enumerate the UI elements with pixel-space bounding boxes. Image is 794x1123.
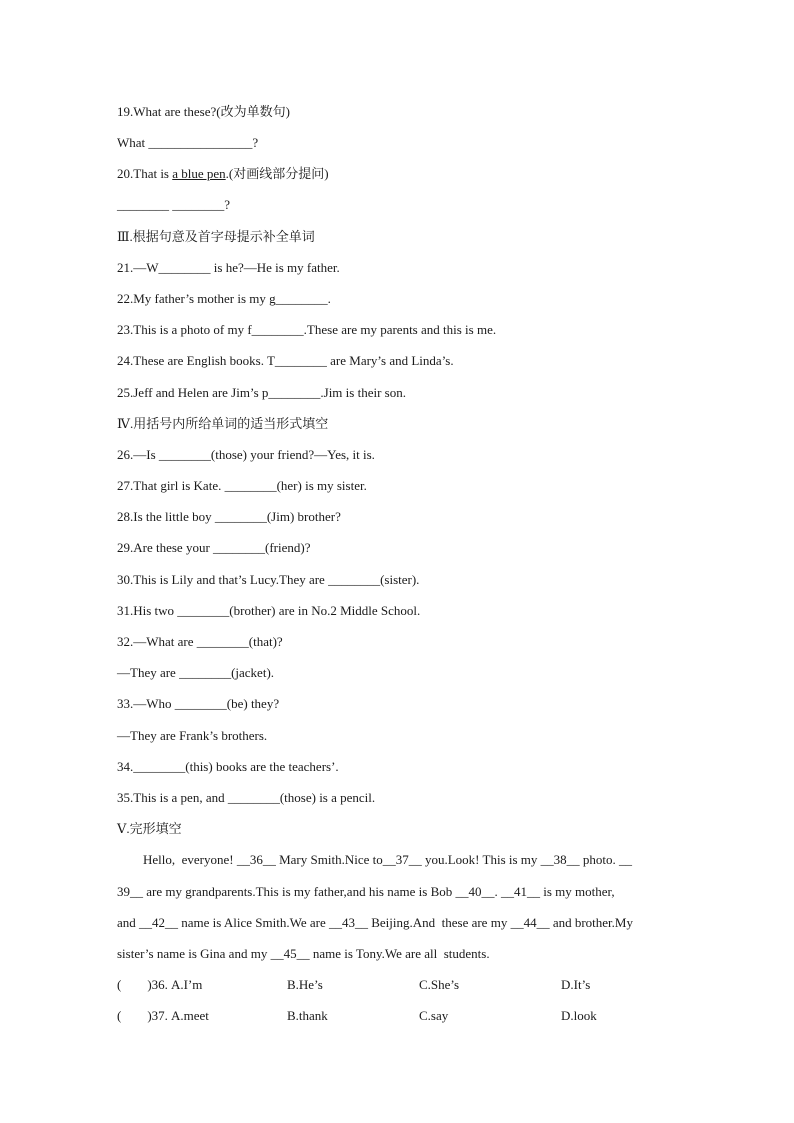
q33-answer-line: —They are Frank’s brothers. xyxy=(117,728,268,743)
q20-pre: 20.That is xyxy=(117,166,173,181)
q28-line: 28.Is the little boy ________(Jim) brother? xyxy=(117,509,341,524)
q22-line: 22.My father’s mother is my g________. xyxy=(117,291,331,306)
q27-line: 27.That girl is Kate. ________(her) is my sister. xyxy=(117,478,367,493)
section-5-heading: Ⅴ.完形填空 xyxy=(117,821,182,836)
q25-line: 25.Jeff and Helen are Jim’s p________.Jim is their son. xyxy=(117,385,406,400)
q23-line: 23.This is a photo of my f________.These are my parents and this is me. xyxy=(117,322,497,337)
q36-option-d: D.It’s xyxy=(561,977,591,992)
q37-prefix: ( )37. xyxy=(117,1008,168,1023)
q32-answer-line: —They are ________(jacket). xyxy=(117,665,275,680)
q33-line: 33.—Who ________(be) they? xyxy=(117,696,280,711)
q37-option-b: B.thank xyxy=(287,1008,328,1023)
passage-line-4: sister’s name is Gina and my __45__ name is Tony.We are all students. xyxy=(117,946,490,961)
q24-line: 24.These are English books. T________ are Mary’s and Linda’s. xyxy=(117,353,454,368)
q26-line: 26.—Is ________(those) your friend?—Yes, it is. xyxy=(117,447,375,462)
q21-line: 21.—W________ is he?—He is my father. xyxy=(117,260,340,275)
passage-line-3: and __42__ name is Alice Smith.We are __43__ Beijing.And these are my __44__ and brother.My xyxy=(117,915,633,930)
passage-line-2: 39__ are my grandparents.This is my father,and his name is Bob __40__. __41__ is my mother, xyxy=(117,884,615,899)
q36-option-a: A.I’m xyxy=(171,977,203,992)
q35-line: 35.This is a pen, and ________(those) is a pencil. xyxy=(117,790,376,805)
q37-option-d: D.look xyxy=(561,1008,597,1023)
q19-line: 19.What are these?(改为单数句) xyxy=(117,104,290,119)
q37-option-a: A.meet xyxy=(171,1008,209,1023)
section-4-heading: Ⅳ.用括号内所给单词的适当形式填空 xyxy=(117,416,329,431)
q36-option-c: C.She’s xyxy=(419,977,460,992)
q19-answer-line: What ________________? xyxy=(117,135,259,150)
section-3-heading: Ⅲ.根据句意及首字母提示补全单词 xyxy=(117,229,315,244)
q32-line: 32.—What are ________(that)? xyxy=(117,634,283,649)
q30-line: 30.This is Lily and that’s Lucy.They are ________(sister). xyxy=(117,572,420,587)
passage-line-1: Hello, everyone! __36__ Mary Smith.Nice to__37__ you.Look! This is my __38__ photo. __ xyxy=(117,852,633,867)
q36-option-b: B.He’s xyxy=(287,977,323,992)
q20-line xyxy=(117,166,684,182)
q36-prefix: ( )36. xyxy=(117,977,168,992)
q20-post: .(对画线部分提问) xyxy=(225,166,329,181)
q34-line: 34.________(this) books are the teachers’. xyxy=(117,759,339,774)
q20-answer-line: ________ ________? xyxy=(117,197,231,212)
q31-line: 31.His two ________(brother) are in No.2 Middle School. xyxy=(117,603,421,618)
q29-line: 29.Are these your ________(friend)? xyxy=(117,540,311,555)
q20-underlined: a blue pen xyxy=(172,166,226,181)
q37-option-c: C.say xyxy=(419,1008,449,1023)
